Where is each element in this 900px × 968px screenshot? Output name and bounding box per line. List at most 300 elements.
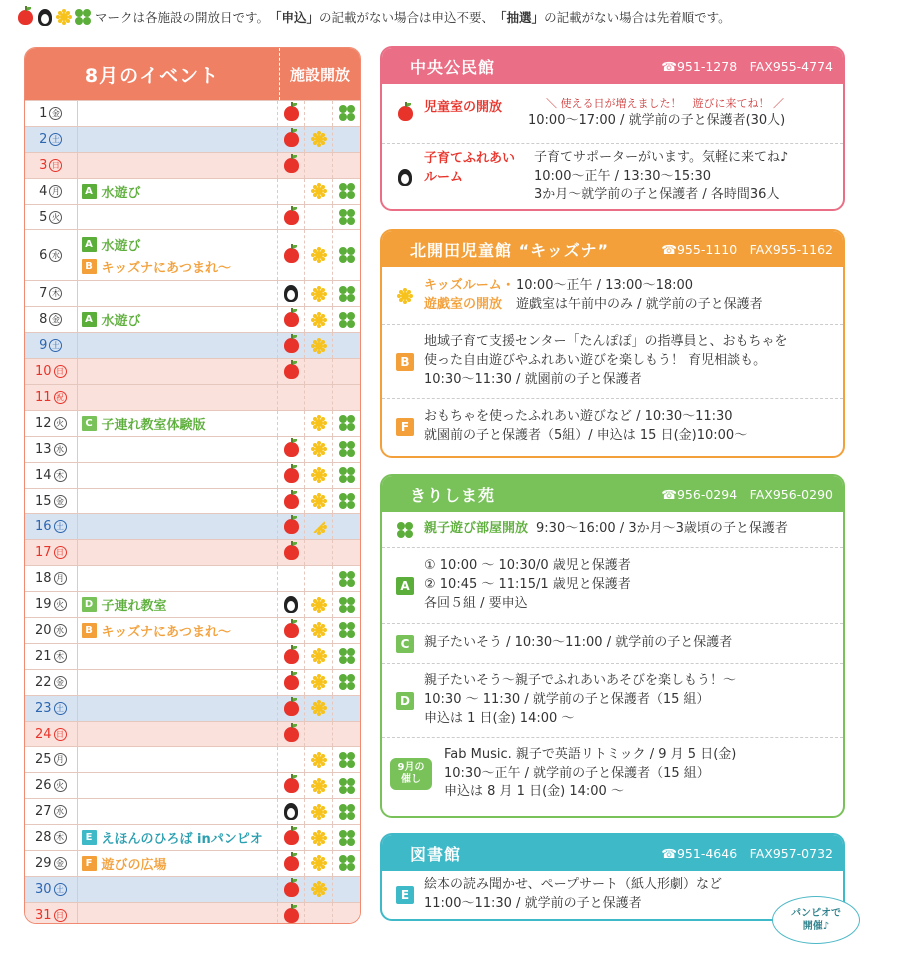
calendar-date: [25, 851, 78, 876]
open-mark-cell: [304, 437, 332, 462]
weekday-mark: 木: [54, 831, 67, 844]
apple-icon: [18, 10, 33, 25]
open-mark-cell: [332, 437, 360, 462]
calendar-events: [78, 230, 277, 280]
date-number: 4: [39, 183, 48, 199]
calendar-events: [78, 903, 277, 924]
calendar-date: [25, 825, 78, 850]
open-mark-cell: [332, 127, 360, 152]
calendar-date: [25, 359, 78, 384]
open-mark-cell: [277, 670, 305, 695]
weekday-mark: 水: [54, 624, 67, 637]
calendar-date: [25, 385, 78, 410]
event-title: 水遊び: [101, 185, 141, 201]
weekday-mark: 日: [54, 728, 67, 741]
clover-icon: [339, 855, 355, 871]
chuo-header: [382, 48, 843, 84]
sun-icon: [311, 247, 327, 263]
open-mark-cell: [332, 877, 360, 902]
calendar-row: [25, 513, 360, 539]
calendar-date: [25, 153, 78, 178]
open-mark-cell: [332, 670, 360, 695]
event-title: 子連れ教室: [101, 599, 167, 615]
weekday-mark: 木: [49, 287, 62, 300]
open-mark-cell: [332, 514, 360, 539]
apple-icon: [284, 675, 299, 690]
open-mark-cell: [277, 281, 305, 306]
event-tag: A: [82, 312, 97, 327]
date-number: 28: [34, 830, 52, 846]
apple-icon: [284, 778, 299, 793]
open-mark-cell: [332, 592, 360, 617]
event-tag: A: [82, 184, 97, 199]
weekday-mark: 金: [54, 676, 67, 689]
calendar-events: [78, 179, 277, 204]
open-mark-cell: [332, 696, 360, 721]
calendar-date: [25, 618, 78, 643]
open-mark-cell: [277, 411, 305, 436]
kitakaida-childrens-hall: [380, 229, 845, 458]
september-event-badge: 9月の 催し: [390, 758, 432, 790]
calendar-events: [78, 514, 277, 539]
open-mark-cell: [332, 333, 360, 358]
apple-icon: [284, 132, 299, 147]
calendar-event: [82, 854, 273, 873]
kids-itemF-l2: 就園前の子と保護者（5組）/ 申込は 15 日(金)10:00〜: [424, 427, 748, 443]
calendar-row: [25, 358, 360, 384]
apple-icon: [284, 364, 299, 379]
event-title: 水遊び: [101, 238, 141, 254]
calendar-row: [25, 617, 360, 643]
open-mark-cell: [277, 799, 305, 824]
apple-icon: [284, 882, 299, 897]
calendar-date: [25, 463, 78, 488]
calendar-date: [25, 205, 78, 230]
open-mark-cell: [304, 722, 332, 747]
calendar-events: [78, 489, 277, 514]
calendar-events: [78, 592, 277, 617]
date-number: 21: [34, 648, 52, 664]
open-mark-cell: [304, 592, 332, 617]
clover-icon: [339, 830, 355, 846]
event-tag: A: [82, 237, 97, 252]
clover-icon: [339, 648, 355, 664]
calendar-date: [25, 411, 78, 436]
kiri-itemD-l3: 申込は 1 日(金) 14:00 〜: [424, 710, 575, 726]
sun-icon: [311, 752, 327, 768]
pampio-bubble: パンピオで 開催♪: [772, 896, 860, 944]
kiri-itemA-l2: ② 10:45 〜 11:15/1 歳児と保護者: [424, 577, 631, 593]
sun-icon: [311, 415, 327, 431]
tag-d: D: [396, 692, 414, 710]
open-mark-cell: [304, 307, 332, 332]
open-mark-cell: [332, 153, 360, 178]
calendar-row: [25, 410, 360, 436]
date-number: 7: [39, 286, 48, 302]
weekday-mark: 水: [49, 249, 62, 262]
open-mark-cell: [332, 179, 360, 204]
open-mark-cell: [304, 618, 332, 643]
calendar-row: [25, 876, 360, 902]
sun-icon: [397, 288, 413, 304]
clover-icon: [339, 441, 355, 457]
clover-icon: [339, 247, 355, 263]
calendar-events: [78, 851, 277, 876]
calendar-events: [78, 644, 277, 669]
clover-icon: [397, 522, 413, 538]
date-number: 26: [34, 778, 52, 794]
calendar-events: [78, 437, 277, 462]
calendar-date: [25, 773, 78, 798]
calendar-events: [78, 153, 277, 178]
clover-icon: [339, 286, 355, 302]
apple-icon: [284, 248, 299, 263]
date-number: 12: [34, 415, 52, 431]
open-mark-cell: [277, 205, 305, 230]
chuo-community-center: [380, 46, 845, 211]
date-number: 22: [34, 674, 52, 690]
open-mark-cell: [304, 773, 332, 798]
open-mark-cell: [304, 851, 332, 876]
weekday-mark: 火: [54, 779, 67, 792]
event-title: キッズナにあつまれ〜: [101, 260, 231, 276]
clover-icon: [339, 467, 355, 483]
kiri-item1-line: 9:30〜16:00 / 3か月〜3歳頃の子と保護者: [536, 521, 788, 537]
apple-icon: [284, 856, 299, 871]
calendar-row: [25, 669, 360, 695]
calendar-row: [25, 488, 360, 514]
clover-icon: [339, 209, 355, 225]
chuo-item-parenting-room: [382, 144, 843, 210]
weekday-mark: 月: [54, 572, 67, 585]
open-mark-cell: [304, 230, 332, 280]
sun-icon: [311, 441, 327, 457]
sun-half-icon: [311, 519, 327, 535]
calendar-title: 8月のイベント: [84, 64, 220, 87]
calendar-events: [78, 540, 277, 565]
calendar-date: [25, 722, 78, 747]
open-mark-cell: [332, 489, 360, 514]
weekday-mark: 日: [54, 546, 67, 559]
weekday-mark: 金: [49, 107, 62, 120]
weekday-mark: 月: [49, 185, 62, 198]
kids-itemF-l1: おもちゃを使ったふれあい遊びなど / 10:30〜11:30: [424, 408, 733, 424]
open-mark-cell: [332, 463, 360, 488]
sun-icon: [311, 674, 327, 690]
kids-item1-title-a: キッズルーム・: [424, 277, 515, 293]
sun-icon: [311, 648, 327, 664]
kiri-itemC-l1: 親子たいそう / 10:30〜11:00 / 就学前の子と保護者: [424, 635, 733, 651]
calendar-row: [25, 721, 360, 747]
calendar-events: [78, 825, 277, 850]
calendar-row: [25, 100, 360, 126]
lib-name: 図書館: [410, 844, 462, 864]
calendar-row: [25, 229, 360, 280]
calendar-events: [78, 566, 277, 591]
calendar-event: [82, 595, 273, 614]
date-number: 24: [34, 726, 52, 742]
date-number: 20: [34, 622, 52, 638]
kids-item-b: [382, 325, 843, 399]
sun-icon: [311, 183, 327, 199]
calendar-events: [78, 359, 277, 384]
open-mark-cell: [277, 127, 305, 152]
apple-icon: [284, 468, 299, 483]
tag-f: F: [396, 418, 414, 436]
clover-icon: [339, 571, 355, 587]
calendar-events: [78, 385, 277, 410]
calendar-events: [78, 799, 277, 824]
chuo-item-kids-room: [382, 84, 843, 144]
weekday-mark: 土: [54, 883, 67, 896]
clover-icon: [339, 674, 355, 690]
sun-icon: [56, 9, 72, 25]
sun-icon: [311, 131, 327, 147]
chuo-note: ＼ 使える日が増えました！ 遊びに来てね！ ／: [546, 97, 784, 111]
legend: [18, 6, 731, 28]
kiri-itemD-l1: 親子たいそう〜親子でふれあいあそびを楽しもう！〜: [424, 673, 737, 689]
apple-icon: [284, 701, 299, 716]
sun-icon: [311, 312, 327, 328]
weekday-mark: 土: [54, 702, 67, 715]
open-mark-cell: [304, 514, 332, 539]
weekday-mark: 火: [49, 211, 62, 224]
calendar-date: [25, 307, 78, 332]
kirishimaen: [380, 474, 845, 818]
weekday-mark: 木: [54, 469, 67, 482]
weekday-mark: 金: [49, 313, 62, 326]
kids-item-room-open: [382, 267, 843, 325]
weekday-mark: 火: [54, 417, 67, 430]
calendar-row: [25, 591, 360, 617]
calendar-date: [25, 489, 78, 514]
chuo-name: 中央公民館: [410, 57, 496, 77]
date-number: 18: [34, 571, 52, 587]
calendar-date: [25, 437, 78, 462]
weekday-mark: 金: [54, 857, 67, 870]
clover-icon: [339, 312, 355, 328]
sun-icon: [311, 700, 327, 716]
calendar-date: [25, 281, 78, 306]
open-mark-cell: [332, 540, 360, 565]
calendar-date: [25, 696, 78, 721]
calendar-row: [25, 643, 360, 669]
kids-item1-l1: 10:00〜正午 / 13:00〜18:00: [516, 277, 694, 293]
apple-icon: [284, 338, 299, 353]
calendar-date: [25, 101, 78, 126]
penguin-icon: [284, 803, 298, 820]
date-number: 2: [39, 131, 48, 147]
kiri-tel: ☎956-0294 FAX956-0290: [661, 487, 833, 502]
open-mark-cell: [304, 359, 332, 384]
open-mark-cell: [304, 540, 332, 565]
lib-itemE-l1: 絵本の読み聞かせ、ペープサート（紙人形劇）など: [424, 877, 722, 893]
calendar-event: [82, 310, 273, 329]
event-tag: C: [82, 416, 97, 431]
calendar-events: [78, 773, 277, 798]
kiri-header: [382, 476, 843, 512]
sun-icon: [311, 622, 327, 638]
open-mark-cell: [277, 333, 305, 358]
open-mark-cell: [277, 514, 305, 539]
open-mark-cell: [304, 179, 332, 204]
open-mark-cell: [332, 307, 360, 332]
calendar-date: [25, 333, 78, 358]
event-calendar: [24, 47, 361, 924]
date-number: 14: [34, 467, 52, 483]
open-mark-cell: [332, 281, 360, 306]
chuo-item2-title-b: ルーム: [424, 170, 464, 186]
calendar-row: [25, 280, 360, 306]
clover-icon: [75, 9, 91, 25]
calendar-date: [25, 670, 78, 695]
open-mark-cell: [277, 463, 305, 488]
open-mark-cell: [277, 385, 305, 410]
open-mark-cell: [332, 747, 360, 772]
calendar-event: [82, 235, 273, 254]
legend-lottery: 「抽選」: [494, 10, 545, 25]
kiri-item-a: [382, 548, 843, 624]
calendar-date: [25, 540, 78, 565]
tag-a: A: [396, 577, 414, 595]
weekday-mark: 日: [49, 159, 62, 172]
open-mark-cell: [277, 540, 305, 565]
open-mark-cell: [332, 566, 360, 591]
weekday-mark: 日: [54, 365, 67, 378]
open-mark-cell: [277, 722, 305, 747]
event-title: 遊びの広場: [101, 858, 167, 873]
weekday-mark: 土: [49, 133, 62, 146]
weekday-mark: 水: [54, 443, 67, 456]
calendar-rows: [25, 100, 360, 924]
calendar-event: [82, 414, 273, 433]
open-mark-cell: [332, 851, 360, 876]
legend-text-a: マークは各施設の開放日です。: [95, 10, 270, 25]
clover-icon: [339, 493, 355, 509]
kids-item1-title-b: 遊戯室の開放: [424, 296, 503, 312]
sun-icon: [311, 493, 327, 509]
open-mark-cell: [277, 618, 305, 643]
date-number: 30: [34, 881, 52, 897]
calendar-row: [25, 204, 360, 230]
calendar-row: [25, 436, 360, 462]
open-mark-cell: [332, 411, 360, 436]
date-number: 16: [34, 519, 52, 535]
calendar-date: [25, 592, 78, 617]
sun-icon: [311, 881, 327, 897]
sun-icon: [311, 778, 327, 794]
calendar-events: [78, 101, 277, 126]
calendar-open-column: 施設開放: [279, 48, 360, 100]
event-tag: E: [82, 830, 97, 845]
calendar-date: [25, 877, 78, 902]
open-mark-cell: [277, 696, 305, 721]
weekday-mark: 土: [54, 520, 67, 533]
apple-icon: [284, 210, 299, 225]
kiri-itemA-l3: 各回５組 / 要申込: [424, 595, 528, 611]
sun-icon: [311, 830, 327, 846]
calendar-events: [78, 618, 277, 643]
kids-tel: ☎955-1110 FAX955-1162: [661, 242, 833, 257]
calendar-row: [25, 902, 360, 924]
chuo-item2-l3: 3か月〜就学前の子と保護者 / 各時間36人: [534, 187, 780, 203]
chuo-tel: ☎951-1278 FAX955-4774: [661, 59, 833, 74]
kiri-item-room-open: [382, 512, 843, 548]
legend-text-b: の記載がない場合は申込不要、: [319, 10, 495, 25]
event-title: キッズナにあつまれ〜: [101, 624, 231, 640]
weekday-mark: 木: [54, 650, 67, 663]
event-tag: B: [82, 623, 97, 638]
clover-icon: [339, 597, 355, 613]
open-mark-cell: [332, 101, 360, 126]
sun-icon: [311, 467, 327, 483]
open-mark-cell: [304, 489, 332, 514]
tag-e: E: [396, 886, 414, 904]
calendar-events: [78, 333, 277, 358]
calendar-date: [25, 747, 78, 772]
calendar-events: [78, 127, 277, 152]
calendar-row: [25, 565, 360, 591]
apple-icon: [284, 545, 299, 560]
open-mark-cell: [332, 618, 360, 643]
open-mark-cell: [304, 153, 332, 178]
open-mark-cell: [304, 385, 332, 410]
open-mark-cell: [304, 877, 332, 902]
clover-icon: [339, 183, 355, 199]
apple-icon: [284, 519, 299, 534]
open-mark-cell: [277, 825, 305, 850]
calendar-events: [78, 722, 277, 747]
chuo-item1-line: 10:00〜17:00 / 就学前の子と保護者(30人): [528, 113, 786, 129]
event-tag: D: [82, 597, 97, 612]
open-mark-cell: [304, 644, 332, 669]
calendar-row: [25, 695, 360, 721]
date-number: 31: [34, 907, 52, 923]
calendar-events: [78, 877, 277, 902]
apple-icon: [284, 623, 299, 638]
weekday-mark: 祝: [54, 391, 67, 404]
calendar-row: [25, 462, 360, 488]
date-number: 3: [39, 157, 48, 173]
open-mark-cell: [277, 359, 305, 384]
open-mark-cell: [277, 307, 305, 332]
calendar-date: [25, 127, 78, 152]
date-number: 8: [39, 312, 48, 328]
date-number: 11: [34, 389, 52, 405]
open-mark-cell: [277, 644, 305, 669]
kids-itemB-l1: 地域子育て支援センター「たんぽぽ」の指導員と、おもちゃを: [424, 334, 788, 350]
sun-icon: [311, 338, 327, 354]
calendar-date: [25, 644, 78, 669]
calendar-row: [25, 306, 360, 332]
clover-icon: [339, 804, 355, 820]
legend-text-c: の記載がない場合は先着順です。: [544, 10, 731, 25]
open-mark-cell: [304, 566, 332, 591]
open-mark-cell: [304, 205, 332, 230]
kids-itemB-l3: 10:30〜11:30 / 就園前の子と保護者: [424, 371, 642, 387]
open-mark-cell: [277, 903, 305, 924]
calendar-header: [25, 48, 360, 100]
kiri-itemD-l2: 10:30 〜 11:30 / 就学前の子と保護者（15 組）: [424, 692, 710, 708]
kiri-name: きりしま苑: [410, 485, 496, 505]
chuo-item2-l1: 子育てサポーターがいます。気軽に来てね♪: [534, 149, 789, 165]
date-number: 10: [34, 364, 52, 380]
library: [380, 833, 845, 921]
tag-b: B: [396, 353, 414, 371]
calendar-row: [25, 850, 360, 876]
date-number: 13: [34, 441, 52, 457]
calendar-date: [25, 903, 78, 924]
